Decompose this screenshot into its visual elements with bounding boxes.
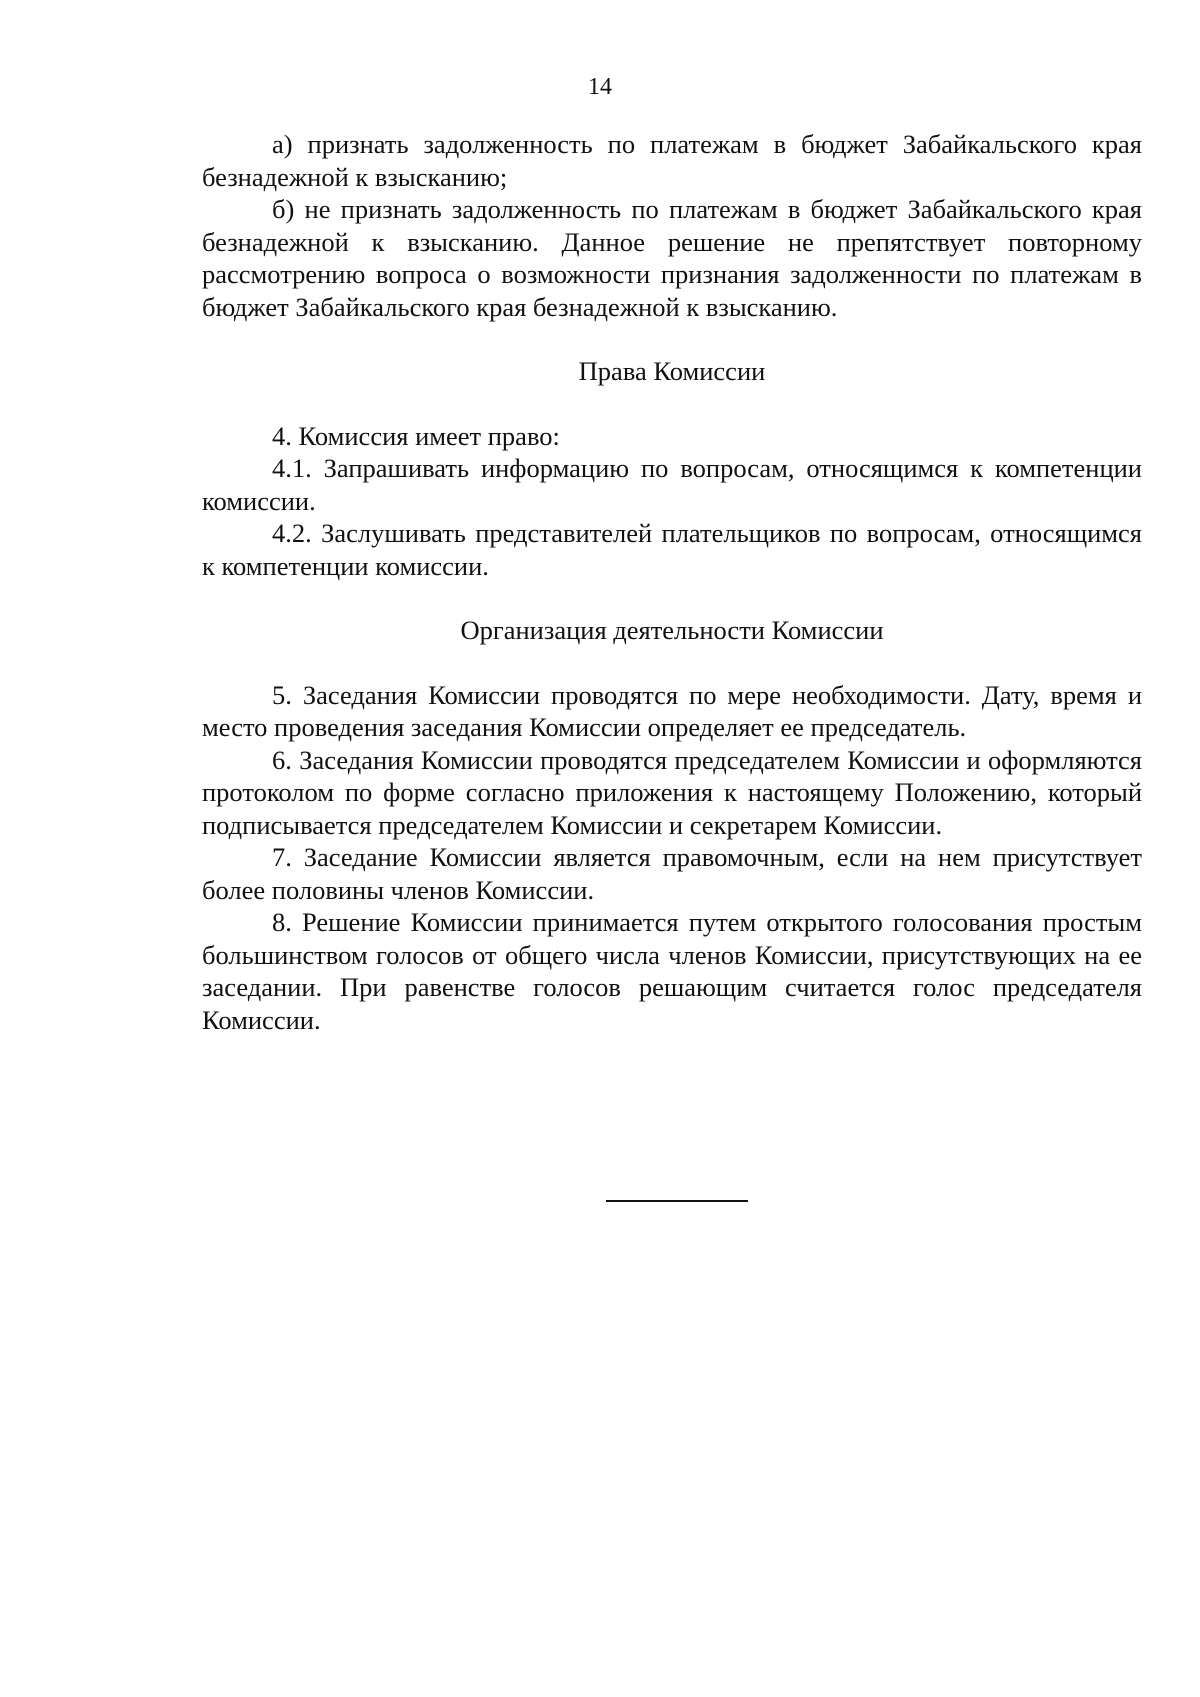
paragraph-a: а) признать задолженность по платежам в бюджет Забайкальского края безнадежной к взысканию; <box>202 129 1142 192</box>
section-heading-organization: Организация деятельности Комиссии <box>460 615 884 645</box>
paragraph-8: 8. Решение Комиссии принимается путем открытого голосования простым большинством голосов от общего числа членов Комиссии, присутствующих на ее заседании. При равенстве голосов решающим считается голос председателя Комиссии. <box>202 907 1142 1035</box>
paragraph-5: 5. Заседания Комиссии проводятся по мере необходимости. Дату, время и место проведения заседания Комиссии определяет ее председатель. <box>202 679 1142 742</box>
paragraph-4-2: 4.2. Заслушивать представителей плательщиков по вопросам, относящимся к компетенции комиссии. <box>202 518 1142 581</box>
paragraph-6: 6. Заседания Комиссии проводятся председателем Комиссии и оформляются протоколом по форме согласно приложения к настоящему Положению, который подписывается председателем Комиссии и секретарем Комиссии. <box>202 744 1142 840</box>
paragraph-7: 7. Заседание Комиссии является правомочным, если на нем присутствует более половины членов Комиссии. <box>202 842 1142 905</box>
section-heading-rights: Права Комиссии <box>578 356 766 386</box>
paragraph-b: б) не признать задолженность по платежам в бюджет Забайкальского края безнадежной к взысканию. Данное решение не препятствует повторному рассмотрению вопроса о возможности признания задолженности по платежам в бюджет Забайкальского края безнадежной к взысканию. <box>202 194 1142 322</box>
end-of-document-rule <box>606 1200 748 1202</box>
page-number: 14 <box>588 74 612 100</box>
paragraph-4: 4. Комиссия имеет право: <box>272 420 560 451</box>
paragraph-4-1: 4.1. Запрашивать информацию по вопросам, относящимся к компетенции комиссии. <box>202 453 1142 516</box>
document-body <box>202 128 1142 1036</box>
